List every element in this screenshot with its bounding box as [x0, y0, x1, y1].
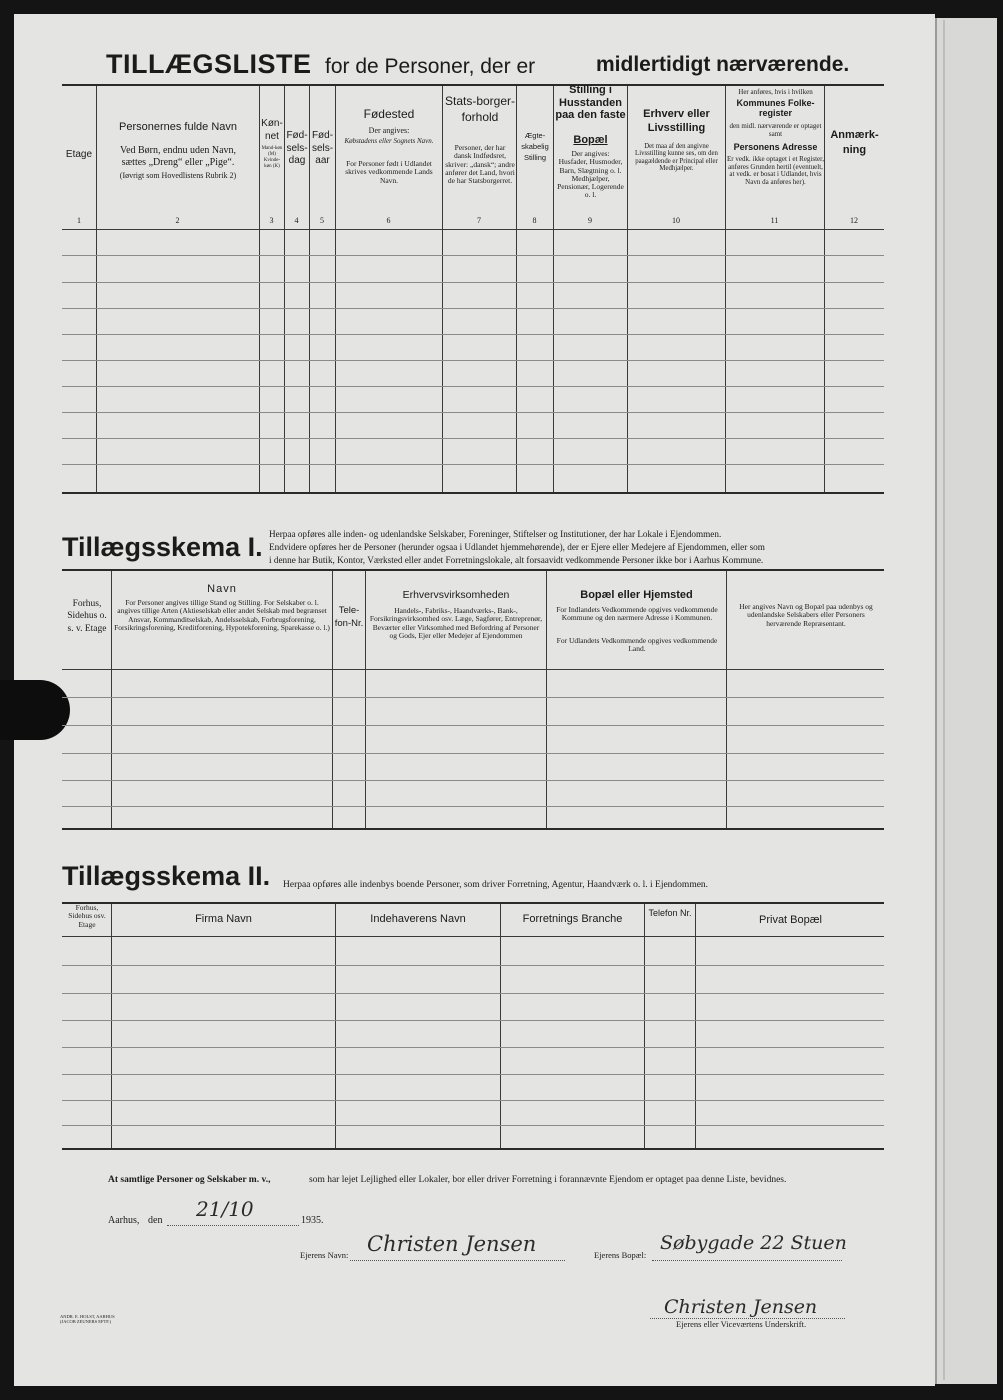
col-fodested-sub2: Købstadens eller Sognets Navn.: [344, 137, 434, 145]
col-anmaerkning: Anmærk-ning: [830, 129, 879, 156]
row-line: [62, 725, 884, 726]
col-stilling-bopael: Bopæl: [573, 134, 608, 146]
title-bold-end: midlertidigt nærværende.: [596, 53, 850, 76]
signature-handwritten: Christen Jensen: [664, 1296, 818, 1318]
skema1-header-rule: [62, 669, 884, 670]
skema2-col-forhus: Forhus, Sidehus osv. Etage: [68, 903, 106, 929]
skema1-desc-1: Herpaa opføres alle inden- og udenlandske Selskaber, Foreninger, Stiftelser og Institutioner, der har Lokale i Ejendommen.: [269, 529, 722, 539]
row-line: [62, 386, 884, 387]
col-fodested-sub1: Der angives:: [368, 126, 410, 135]
col-etage: Etage: [65, 149, 93, 160]
col-number: 10: [672, 216, 680, 225]
col-erhverv-sub: Det maa af den angivne Livsstilling kunne ses, om den paagældende er Principal eller Medhjælper.: [635, 143, 718, 173]
main-bottom-rule: [62, 492, 884, 494]
col-konnet-sub: Mand-køn (M) Kvinde-køn (K): [261, 146, 283, 169]
row-line: [62, 282, 884, 283]
skema1-col-line: [726, 571, 727, 828]
skema2-header-rule: [62, 936, 884, 937]
skema2-col-line: [335, 904, 336, 1148]
title-for-text: for de Personer, der er: [325, 55, 536, 78]
row-line: [62, 412, 884, 413]
skema1-bottom-rule: [62, 828, 884, 830]
col-number: 7: [477, 216, 481, 225]
skema2-col-telefon: Telefon Nr.: [648, 908, 692, 918]
skema1-col-bopael-sub2: For Udlandets Vedkommende opgives vedkommende Land.: [556, 636, 718, 654]
col-number: 6: [386, 216, 391, 225]
date-field[interactable]: [167, 1225, 299, 1226]
declaration-bold: At samtlige Personer og Selskaber m. v.,: [108, 1175, 271, 1185]
row-line: [62, 308, 884, 309]
col-fodested-heading: Fødested: [363, 107, 415, 121]
skema2-title: Tillægsskema II.: [62, 861, 271, 891]
page-fold-line: [943, 20, 945, 1380]
col-fodselsaar: Fød-sels-aar: [311, 130, 334, 166]
skema1-title: Tillægsskema I.: [62, 532, 263, 562]
main-col-line: [335, 86, 336, 492]
skema2-col-line: [500, 904, 501, 1148]
main-col-line: [259, 86, 260, 492]
title-main: TILLÆGSLISTE: [106, 49, 312, 79]
skema2-col-line: [111, 904, 112, 1148]
main-col-line: [627, 86, 628, 492]
row-line: [62, 464, 884, 465]
skema1-col-navn-heading: Navn: [207, 583, 237, 595]
printer-imprint: ANDR. E. HOLST, AARHUS (JACOB ZEUNERS EFTF.): [60, 1314, 115, 1325]
skema1-col-erhverv-heading: Erhvervsvirksomheden: [402, 589, 510, 601]
col-number: 9: [588, 216, 592, 225]
col-navn-sub1: Ved Børn, endnu uden Navn,: [119, 145, 237, 156]
skema1-col-erhverv-sub: Handels-, Fabriks-, Haandværks-, Bank-, Forsikringsvirksomhed osv. Læge, Sagfører, Entreprenør, Beværter eller Virksomhed med Befordring af Personer og Gods, Ejer eller Medejer af Ejendommen: [369, 606, 543, 640]
skema1-col-line: [546, 571, 547, 828]
row-line: [62, 1074, 884, 1075]
col-stilling-heading: Stilling i Husstanden paa den faste: [555, 84, 626, 122]
skema2-col-line: [695, 904, 696, 1148]
col-folkereg-sub2: den midl. nærværende er optaget samt: [729, 122, 822, 138]
col-navn-heading: Personernes fulde Navn: [118, 121, 237, 133]
col-stats-heading: Stats-borger-forhold: [444, 94, 516, 124]
owner-name-label: Ejerens Navn:: [300, 1250, 349, 1260]
skema1-col-line: [111, 571, 112, 828]
row-line: [62, 1020, 884, 1021]
owner-address-handwritten: Søbygade 22 Stuen: [660, 1232, 847, 1254]
skema2-top-rule: [62, 902, 884, 904]
col-number: 3: [269, 216, 274, 225]
row-line: [62, 1125, 884, 1126]
col-erhverv-heading: Erhverv eller Livsstilling: [643, 108, 710, 135]
col-stilling-sub: Der angives: Husfader, Husmoder, Barn, Slægtning o. l. Medhjælper, Pensionær, Logerende o. l.: [557, 149, 624, 200]
signature-label: Ejerens eller Viceværtens Underskrift.: [676, 1319, 807, 1329]
skema2-col-branche: Forretnings Branche: [522, 913, 623, 925]
col-folkereg-sub1: Her anføres, hvis i hvilken: [738, 88, 813, 96]
date-handwritten: 21/10: [196, 1197, 254, 1221]
col-stats-sub: Personer, der har dansk Indfødsret, skriver: „dansk“; andre anfører det Land, hvori de har Statsborgerret.: [445, 143, 515, 185]
skema1-desc-2: Endvidere opføres her de Personer (herunder ogsaa i Udlandet hjemmehørende), der er Ejere eller Medejere af Ejendommen, eller som: [269, 542, 765, 552]
skema1-desc-3: i denne har Butik, Kontor, Værksted eller andet Forretningslokale, alt forsaavidt vedkommende Personer ikke bor i Aarhus Kommune.: [269, 555, 764, 565]
col-navn-sub2: sættes „Dreng“ eller „Pige“.: [121, 157, 235, 168]
skema2-desc: Herpaa opføres alle indenbys boende Personer, som driver Forretning, Agentur, Haandværk o. l. i Ejendommen.: [283, 880, 709, 890]
col-fodselsdag: Fød-sels-dag: [286, 130, 308, 166]
col-konnet-1: Køn-: [261, 118, 283, 129]
row-line: [62, 993, 884, 994]
binding-tab: [0, 680, 70, 740]
skema1-col-forhus: Forhus, Sidehus o. s. v. Etage: [67, 599, 107, 634]
col-navn-sub3: (Iøvrigt som Hovedlistens Rubrik 2): [119, 171, 237, 180]
skema1-col-telefon: Tele-fon-Nr.: [334, 605, 364, 630]
row-line: [62, 360, 884, 361]
main-header-rule: [62, 229, 884, 230]
row-line: [62, 1047, 884, 1048]
place-label: Aarhus,: [108, 1215, 140, 1226]
skema2-bottom-rule: [62, 1148, 884, 1150]
owner-address-label: Ejerens Bopæl:: [594, 1250, 647, 1260]
skema1-col-bopael-sub1: For Indlandets Vedkommende opgives vedkommende Kommune og den nærmere Adresse i Kommunen.: [556, 605, 718, 623]
col-aegteskabelig: Ægte-skabelig Stilling: [521, 131, 549, 162]
owner-name-field[interactable]: [350, 1260, 565, 1261]
col-number: 2: [175, 216, 180, 225]
row-line: [62, 780, 884, 781]
main-col-line: [725, 86, 726, 492]
declaration-text: som har lejet Lejlighed eller Lokaler, bor eller driver Forretning i forannævnte Ejendom er optaget paa denne Liste, bevidnes.: [309, 1175, 787, 1185]
skema1-col-navn-sub: For Personer angives tillige Stand og Stilling. For Selskaber o. l. angives tillige Arten (Aktieselskab eller andet Selskab med begrænset Ansvar, Kommanditselskab, Andelsselskab, Forbrugsforening, Forsikringsforening, Kreditforening, Hypotekforening, Sparekasse o. l.): [114, 598, 330, 632]
row-line: [62, 438, 884, 439]
owner-name-handwritten: Christen Jensen: [367, 1232, 537, 1256]
row-line: [62, 806, 884, 807]
skema2-col-indehaver: Indehaverens Navn: [370, 913, 466, 925]
skema2-col-line: [644, 904, 645, 1148]
col-number: 5: [320, 216, 324, 225]
row-line: [62, 697, 884, 698]
col-folkereg-sub3: Er vedk. ikke optaget i et Register, anføres Grunden hertil (eventuelt, at vedk. er bosat i Udlandet, hvis Navn da anføres her).: [727, 155, 824, 187]
main-col-line: [96, 86, 97, 492]
skema1-col-repraesentant: Her angives Navn og Bopæl paa udenbys og udenlandske Selskabers eller Personers herværende Repræsentant.: [739, 602, 873, 628]
main-col-line: [553, 86, 554, 492]
owner-address-field[interactable]: [652, 1260, 842, 1261]
col-folkereg-heading: Kommunes Folke-register: [736, 98, 815, 118]
row-line: [62, 965, 884, 966]
main-top-rule: [62, 84, 884, 86]
col-number: 11: [770, 216, 779, 225]
col-folkereg-adresse: Personens Adresse: [733, 142, 818, 152]
col-fodested-sub3: For Personer født i Udlandet skrives vedkommende Lands Navn.: [345, 159, 433, 185]
skema1-col-line: [365, 571, 366, 828]
col-konnet-2: net: [265, 131, 279, 142]
col-number: 12: [850, 216, 858, 225]
date-label: den: [148, 1215, 163, 1226]
year-label: 1935.: [301, 1215, 324, 1226]
skema1-col-bopael-heading: Bopæl eller Hjemsted: [580, 589, 693, 601]
skema2-col-firma: Firma Navn: [195, 913, 252, 925]
row-line: [62, 753, 884, 754]
col-number: 1: [77, 216, 81, 225]
col-number: 4: [294, 216, 299, 225]
main-col-line: [442, 86, 443, 492]
row-line: [62, 1100, 884, 1101]
row-line: [62, 334, 884, 335]
row-line: [62, 255, 884, 256]
skema2-col-privat-bopael: Privat Bopæl: [759, 914, 822, 926]
col-number: 8: [532, 216, 537, 225]
skema1-top-rule: [62, 569, 884, 571]
